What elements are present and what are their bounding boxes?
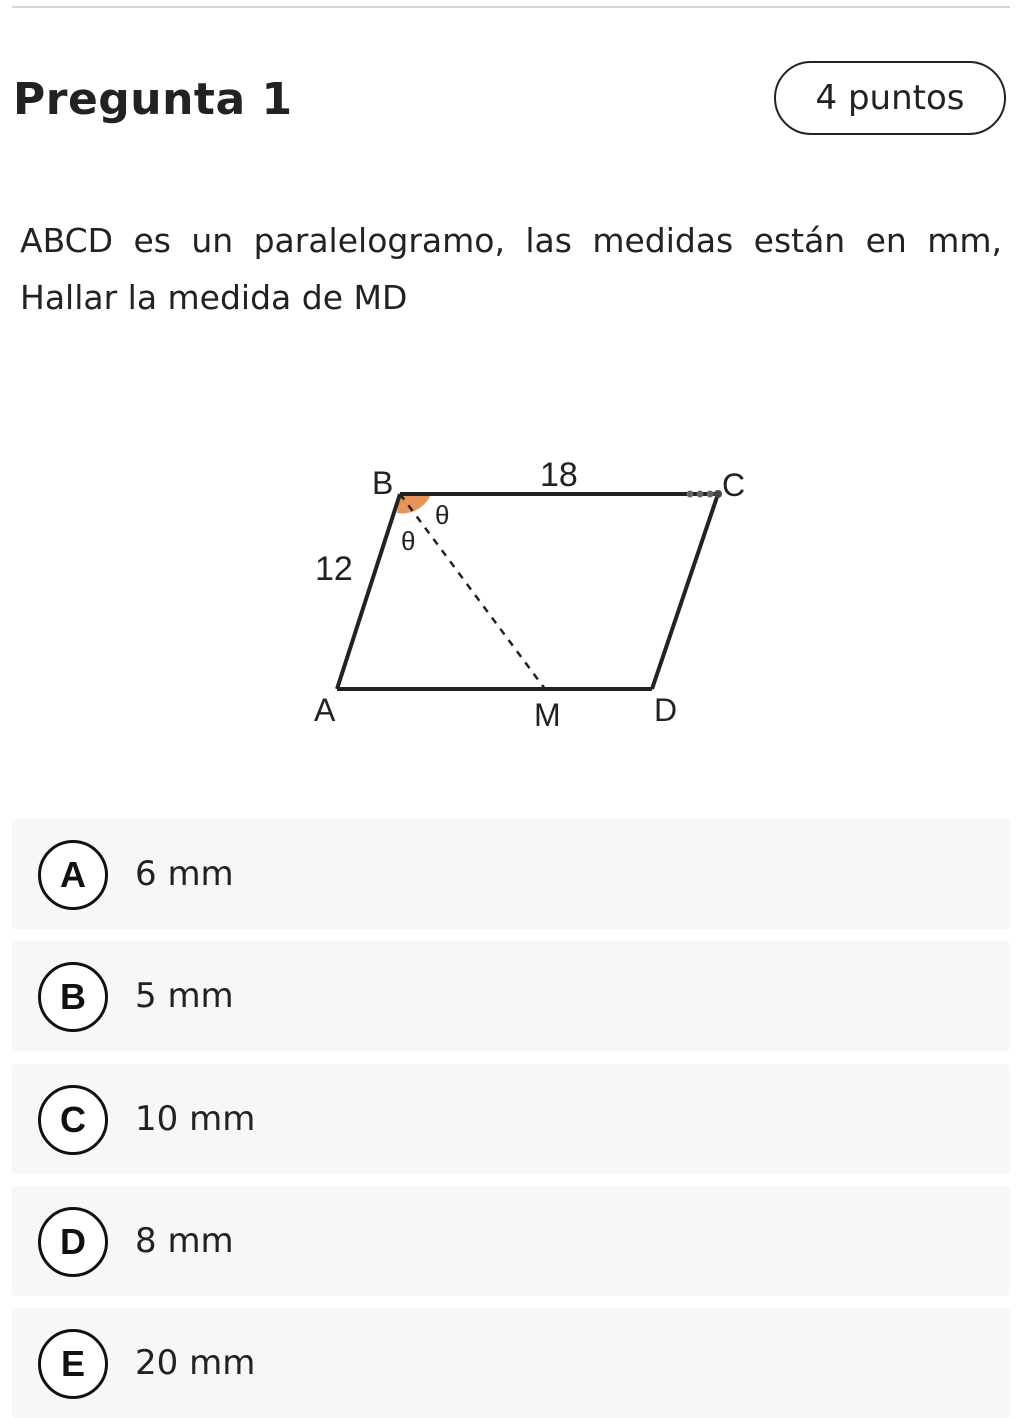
- question-text-line-1: ABCD es un paralelogramo, las medidas están en mm,: [20, 221, 1002, 260]
- option-letter-badge: E: [38, 1329, 108, 1399]
- bisector-bm: [400, 494, 545, 689]
- side-ab-length-label: 12: [315, 550, 353, 588]
- option-text: 6 mm: [135, 854, 234, 894]
- answer-option-e[interactable]: [12, 1308, 1010, 1418]
- side-cd: [652, 494, 718, 689]
- parallelogram-figure: [0, 430, 1023, 750]
- vertex-label-a: A: [314, 692, 336, 728]
- vertex-label-c: C: [722, 467, 746, 503]
- question-title: Pregunta 1: [13, 74, 293, 125]
- point-marker: [714, 490, 722, 498]
- point-marker: [707, 491, 714, 498]
- point-marker: [697, 491, 704, 498]
- top-divider: [12, 6, 1010, 8]
- side-bc-length-label: 18: [540, 456, 578, 494]
- points-badge: 4 puntos: [774, 61, 1006, 135]
- option-text: 20 mm: [135, 1343, 256, 1383]
- point-marker: [687, 491, 694, 498]
- side-ab: [337, 494, 400, 689]
- angle-label-theta-2: θ: [401, 526, 416, 556]
- question-text: [20, 212, 1002, 326]
- vertex-label-d: D: [654, 692, 678, 728]
- answer-option-b[interactable]: [12, 941, 1010, 1051]
- option-letter-badge: A: [38, 840, 108, 910]
- option-letter-badge: D: [38, 1207, 108, 1277]
- answer-option-d[interactable]: [12, 1186, 1010, 1296]
- option-text: 10 mm: [135, 1099, 256, 1139]
- option-text: 5 mm: [135, 976, 234, 1016]
- answer-option-c[interactable]: [12, 1064, 1010, 1174]
- option-letter-badge: B: [38, 962, 108, 1032]
- vertex-label-m: M: [534, 697, 561, 733]
- vertex-label-b: B: [372, 465, 394, 501]
- angle-label-theta-1: θ: [435, 500, 450, 530]
- answer-option-a[interactable]: [12, 819, 1010, 929]
- option-letter-badge: C: [38, 1085, 108, 1155]
- question-text-line-2: Hallar la medida de MD: [20, 278, 408, 317]
- option-text: 8 mm: [135, 1221, 234, 1261]
